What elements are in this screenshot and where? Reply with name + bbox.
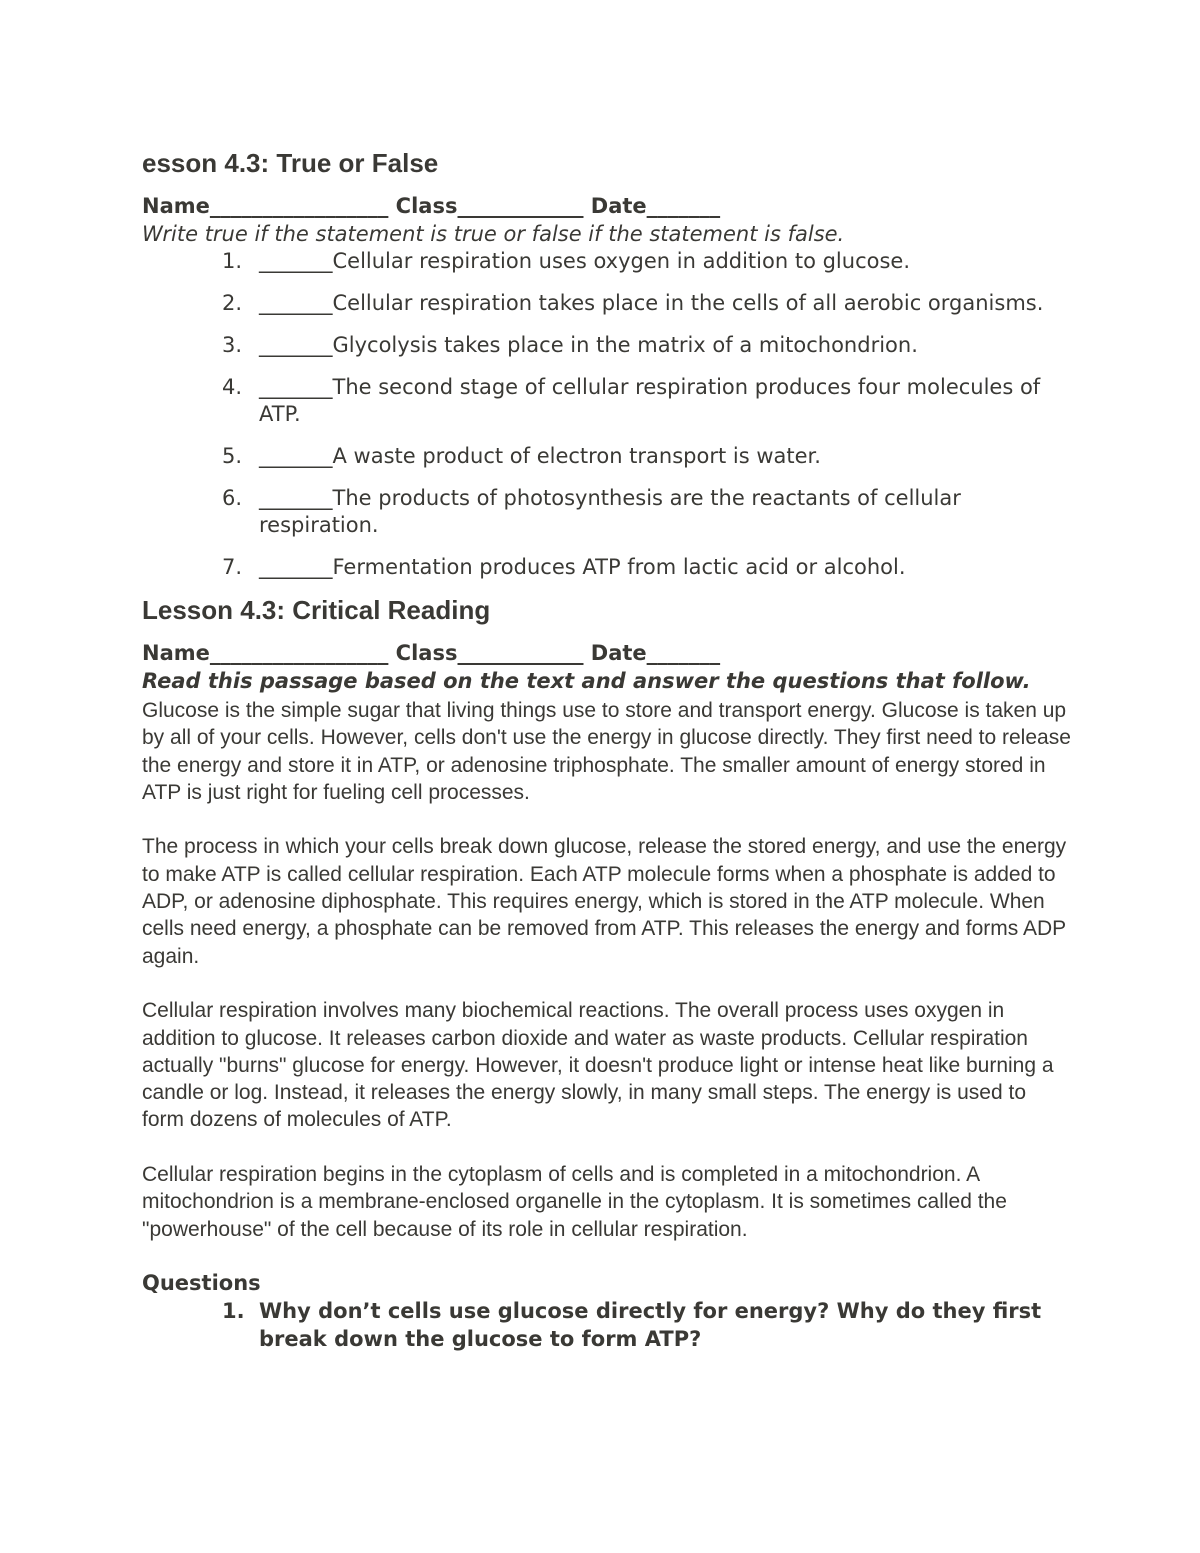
list-item (142, 248, 1072, 275)
item-text: _______The second stage of cellular respiration produces four molecules of ATP. (259, 375, 1041, 426)
passage-paragraph: The process in which your cells break down glucose, release the stored energy, and use the energy to make ATP is called cellular respiration. Each ATP molecule forms when a phosphate is added to ADP, or adenosine diphosphate. This requires energy, which is stored in the ATP molecule. When cells need energy, a phosphate can be removed from ATP. This releases the energy and forms ADP again. (142, 835, 1067, 968)
list-item (142, 374, 1072, 428)
question-number: 1. (222, 1298, 245, 1323)
item-text: _______Fermentation produces ATP from lactic acid or alcohol. (259, 555, 906, 579)
name-class-date-line: Name_________________ Class____________ Date_______ (142, 641, 721, 665)
item-number: 3. (222, 333, 243, 357)
true-false-list (142, 248, 1072, 581)
true-false-heading: esson 4.3: True or False (142, 148, 439, 178)
item-number: 1. (222, 249, 243, 273)
true-false-instruction: Write true if the statement is true or false if the statement is false. (142, 222, 845, 246)
reading-passage (142, 697, 1072, 1243)
item-number: 6. (222, 486, 243, 510)
list-item (142, 485, 1072, 539)
item-number: 2. (222, 291, 243, 315)
list-item (142, 554, 1072, 581)
item-text: _______Cellular respiration uses oxygen in addition to glucose. (259, 249, 910, 273)
list-item (142, 443, 1072, 470)
name-class-date-line: Name_________________ Class____________ Date_______ (142, 194, 721, 218)
critical-reading-instruction: Read this passage based on the text and answer the questions that follow. (142, 669, 1031, 693)
item-text: _______Glycolysis takes place in the matrix of a mitochondrion. (259, 333, 918, 357)
question-item (142, 1297, 1072, 1353)
item-number: 7. (222, 555, 243, 579)
item-number: 5. (222, 444, 243, 468)
passage-paragraph: Cellular respiration begins in the cytoplasm of cells and is completed in a mitochondrion. A mitochondrion is a membrane-enclosed organelle in the cytoplasm. It is sometimes called the "powerhouse" of the cell because of its role in cellular respiration. (142, 1163, 1007, 1241)
passage-paragraph: Cellular respiration involves many biochemical reactions. The overall process uses oxygen in addition to glucose. It releases carbon dioxide and water as waste products. Cellular respiration actually "burns" glucose for energy. However, it doesn't produce light or intense heat like burning a candle or log. Instead, it releases the energy slowly, in many small steps. The energy is used to form dozens of molecules of ATP. (142, 999, 1054, 1132)
item-text: _______The products of photosynthesis are the reactants of cellular respiration. (259, 486, 961, 537)
questions-list (142, 1297, 1072, 1353)
item-text: _______Cellular respiration takes place in the cells of all aerobic organisms. (259, 291, 1044, 315)
item-text: _______A waste product of electron transport is water. (259, 444, 821, 468)
passage-paragraph: Glucose is the simple sugar that living things use to store and transport energy. Glucose is taken up by all of your cells. However, cells don't use the energy in glucose directly. They first need to release the energy and store it in ATP, or adenosine triphosphate. The smaller amount of energy stored in ATP is just right for fueling cell processes. (142, 699, 1071, 804)
critical-reading-heading: Lesson 4.3: Critical Reading (142, 595, 491, 625)
question-text: Why don’t cells use glucose directly for energy? Why do they first break down the glucose to form ATP? (259, 1298, 1042, 1351)
item-number: 4. (222, 375, 243, 399)
list-item (142, 290, 1072, 317)
questions-heading: Questions (142, 1270, 261, 1295)
worksheet-page (142, 146, 1072, 1353)
list-item (142, 332, 1072, 359)
